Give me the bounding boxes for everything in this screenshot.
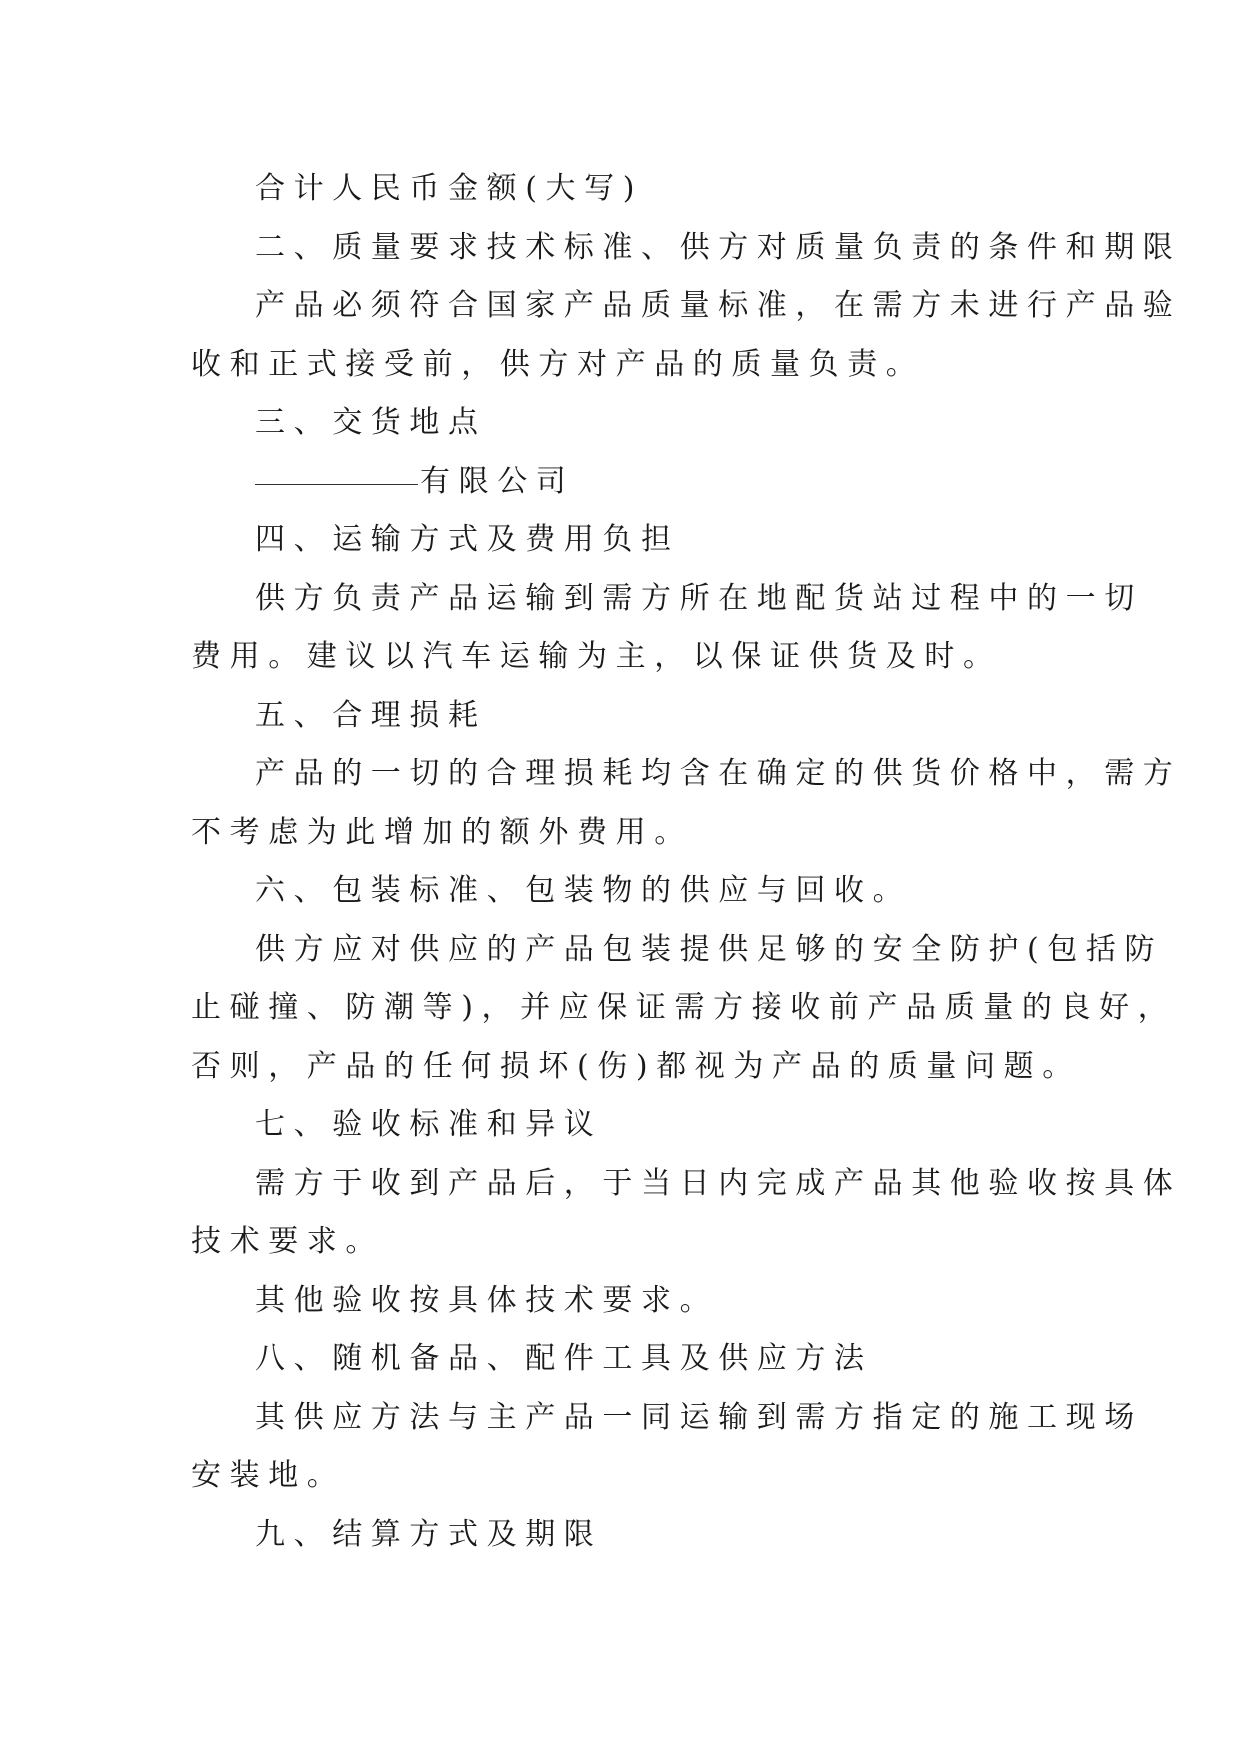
paragraph-line: 不考虑为此增加的额外费用。 bbox=[191, 814, 693, 850]
paragraph-line: 产品必须符合国家产品质量标准，在需方未进行产品验 bbox=[255, 288, 1182, 323]
paragraph-line: 其供应方法与主产品一同运输到需方指定的施工现场 bbox=[255, 1399, 1143, 1435]
paragraph-line: 供方应对供应的产品包装提供足够的安全防护(包括防 bbox=[255, 931, 1164, 967]
paragraph-line: 否则，产品的任何损坏(伤)都视为产品的质量问题。 bbox=[191, 1048, 1081, 1084]
paragraph-line: 费用。建议以汽车运输为主，以保证供货及时。 bbox=[191, 639, 1002, 674]
paragraph-line: 收和正式接受前，供方对产品的质量负责。 bbox=[191, 346, 925, 382]
section-heading-packaging: 六、包装标准、包装物的供应与回收。 bbox=[255, 873, 912, 908]
paragraph-line: 其他验收按具体技术要求。 bbox=[255, 1282, 719, 1318]
company-suffix: 有限公司 bbox=[420, 463, 575, 499]
paragraph-line: 产品的一切的合理损耗均含在确定的供货价格中，需方 bbox=[255, 756, 1182, 791]
section-heading-transport: 四、运输方式及费用负担 bbox=[255, 522, 680, 557]
section-heading-settlement: 九、结算方式及期限 bbox=[255, 1516, 603, 1552]
company-name-line bbox=[191, 453, 1051, 512]
section-heading-reasonable-loss: 五、合理损耗 bbox=[255, 697, 487, 733]
paragraph-line: 技术要求。 bbox=[191, 1224, 384, 1259]
document-body bbox=[191, 160, 1182, 1564]
section-heading-delivery-location: 三、交货地点 bbox=[255, 405, 487, 440]
paragraph-line: 需方于收到产品后，于当日内完成产品其他验收按具体 bbox=[255, 1165, 1182, 1201]
section-heading-spare-parts: 八、随机备品、配件工具及供应方法 bbox=[255, 1341, 873, 1376]
paragraph-line: 供方负责产品运输到需方所在地配货站过程中的一切 bbox=[255, 580, 1143, 616]
section-heading-acceptance: 七、验收标准和异议 bbox=[255, 1107, 603, 1142]
text-line-total-amount: 合计人民币金额(大写) bbox=[255, 171, 644, 206]
paragraph-line: 止碰撞、防潮等)，并应保证需方接收前产品质量的良好， bbox=[191, 990, 1177, 1025]
section-heading-quality: 二、质量要求技术标准、供方对质量负责的条件和期限 bbox=[255, 229, 1182, 265]
company-name-blank bbox=[255, 454, 418, 485]
paragraph-line: 安装地。 bbox=[191, 1458, 346, 1493]
